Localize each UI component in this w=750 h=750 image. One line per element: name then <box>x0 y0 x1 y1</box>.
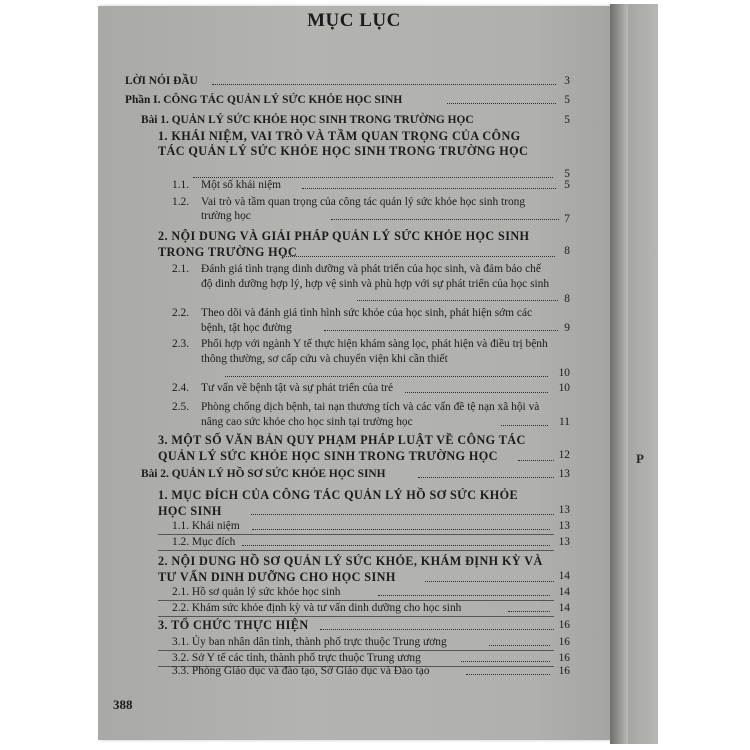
toc-page-number: 12 <box>558 449 570 461</box>
toc-leader <box>501 425 548 426</box>
toc-page-number: 14 <box>558 570 570 582</box>
toc-underline <box>158 550 554 551</box>
page-folio-number: 388 <box>113 697 133 712</box>
toc-page-number: 5 <box>564 168 570 180</box>
toc-subentry: 2.1. Hồ sơ quản lý sức khỏe học sinh <box>172 586 341 598</box>
toc-entry-section: 2. NỘI DUNG VÀ GIẢI PHÁP QUẢN LÝ SỨC KHỎE HỌC SINH TRONG TRƯỜNG HỌC <box>158 229 530 259</box>
toc-leader <box>320 629 554 630</box>
toc-page-number: 7 <box>564 213 570 225</box>
toc-page-number: 13 <box>558 520 570 532</box>
toc-subentry-title: Vai trò và tầm quan trọng của công tác quản lý sức khỏe học sinh trong trường học <box>201 196 526 222</box>
toc-subentry-title: Phòng chống dịch bệnh, tai nạn thương tích và các vấn đề tệ nạn xã hội và nâng cao sức khỏe cho học sinh tại trường học <box>201 401 540 428</box>
toc-leader <box>425 581 554 582</box>
toc-leader <box>212 84 556 85</box>
toc-leader <box>489 645 550 646</box>
toc-subentry: 3.1. Ủy ban nhân dân tỉnh, thành phố trực thuộc Trung ương <box>172 636 447 648</box>
book-gutter <box>610 4 628 744</box>
toc-subentry-number: 1.2. <box>172 196 190 208</box>
toc-subentry: 3.3. Phòng Giáo dục và đào tạo, Sở Giáo dục và Đào tạo <box>172 665 430 677</box>
toc-entry-lesson: Bài 1. QUẢN LÝ SỨC KHỎE HỌC SINH TRONG TRƯỜNG HỌC <box>141 114 474 126</box>
toc-page-number: 8 <box>564 245 570 257</box>
toc-subentry-number: 2.4. <box>172 382 190 394</box>
toc-leader <box>242 545 550 546</box>
toc-page-number: 13 <box>558 468 570 480</box>
toc-page-number: 16 <box>558 665 570 677</box>
toc-page-number: 5 <box>564 179 570 191</box>
facing-page-edge <box>628 4 658 744</box>
toc-page-number: 16 <box>558 636 570 648</box>
toc-page-number: 5 <box>564 114 570 126</box>
toc-subentry-title: Đánh giá tình trạng dinh dưỡng và phát triển của học sinh, và đảm bảo chế độ dinh dưỡng hợp lý, hợp vệ sinh và phù hợp với sự phát triển của học sinh <box>201 263 550 290</box>
toc-page-number: 13 <box>558 536 570 548</box>
toc-entry-section: 1. KHÁI NIỆM, VAI TRÒ VÀ TẦM QUAN TRỌNG CỦA CÔNG TÁC QUẢN LÝ SỨC KHỎE HỌC SINH TRONG TRƯỜNG HỌC <box>158 129 529 158</box>
toc-page-number: 16 <box>558 652 570 664</box>
toc-subentry-title: Tư vấn về bệnh tật và sự phát triển của trẻ <box>201 382 393 394</box>
toc-leader <box>252 529 550 530</box>
toc-underline <box>158 616 554 617</box>
toc-leader <box>418 477 554 478</box>
toc-leader <box>508 611 550 612</box>
toc-subentry-title: Theo dõi và đánh giá tình hình sức khỏe của học sinh, phát hiện sớm các bệnh, tật học đường <box>201 307 533 334</box>
toc-leader <box>357 300 558 301</box>
toc-page-number: 3 <box>564 75 570 87</box>
toc-page-number: 9 <box>564 322 570 334</box>
toc-entry-section: 3. MỘT SỐ VĂN BẢN QUY PHẠM PHÁP LUẬT VỀ CÔNG TÁC QUẢN LÝ SỨC KHỎE HỌC SINH TRONG TRƯỜNG HỌC <box>158 433 526 463</box>
toc-page-number: 14 <box>558 586 570 598</box>
toc-page-number: 5 <box>564 94 570 106</box>
toc-subentry: 2.2. Khám sức khỏe định kỳ và tư vấn dinh dưỡng cho học sinh <box>172 602 462 614</box>
toc-page-number: 10 <box>558 367 570 379</box>
toc-page-number: 16 <box>558 619 570 631</box>
toc-leader <box>461 661 550 662</box>
toc-subentry: 1.1. Khái niệm <box>172 520 240 532</box>
toc-leader <box>282 256 555 257</box>
toc-leader <box>251 514 554 515</box>
toc-leader <box>225 376 548 377</box>
toc-leader <box>378 595 550 596</box>
toc-leader <box>331 219 559 220</box>
facing-page-letter: P <box>636 451 644 466</box>
toc-entry-section: 3. TỔ CHỨC THỰC HIỆN <box>158 618 309 632</box>
toc-entry-lesson: Bài 2. QUẢN LÝ HỒ SƠ SỨC KHỎE HỌC SINH <box>141 468 386 480</box>
toc-subentry: 3.2. Sở Y tế các tỉnh, thành phố trực thuộc Trung ương <box>172 652 421 664</box>
toc-page-number: 8 <box>564 293 570 305</box>
toc-subentry-number: 1.1. <box>172 179 190 191</box>
toc-entry-section: 1. MỤC ĐÍCH CỦA CÔNG TÁC QUẢN LÝ HỒ SƠ SỨC KHỎE HỌC SINH <box>158 488 519 518</box>
toc-leader <box>324 330 558 331</box>
toc-page-number: 10 <box>558 382 570 394</box>
toc-leader <box>466 674 550 675</box>
toc-subentry-number: 2.5. <box>172 401 190 413</box>
toc-page-number: 14 <box>558 602 570 614</box>
toc-entry-section: 2. NỘI DUNG HỒ SƠ QUẢN LÝ SỨC KHỎE, KHÁM ĐỊNH KỲ VÀ TƯ VẤN DINH DƯỠNG CHO HỌC SINH <box>158 554 543 584</box>
toc-leader <box>447 103 556 104</box>
toc-entry-foreword: LỜI NÓI ĐẦU <box>125 75 198 87</box>
toc-page-number: 11 <box>559 416 570 428</box>
toc-subentry-title: Phối hợp với ngành Y tế thực hiện khám sàng lọc, phát hiện và điều trị bệnh thông thường, sơ cấp cứu và chuyển viện khi cần thiết <box>201 338 548 365</box>
toc-subentry-title: Một số khái niệm <box>201 179 282 191</box>
page-title: MỤC LỤC <box>307 10 401 31</box>
toc-page-number: 13 <box>558 504 570 516</box>
toc-leader <box>405 392 548 393</box>
toc-subentry: 1.2. Mục đích <box>172 536 236 548</box>
toc-subentry-number: 2.3. <box>172 338 190 350</box>
toc-entry-part: Phần I. CÔNG TÁC QUẢN LÝ SỨC KHỎE HỌC SINH <box>125 94 403 106</box>
toc-leader <box>302 188 556 189</box>
toc-subentry-number: 2.1. <box>172 263 190 275</box>
toc-subentry-number: 2.2. <box>172 307 190 319</box>
